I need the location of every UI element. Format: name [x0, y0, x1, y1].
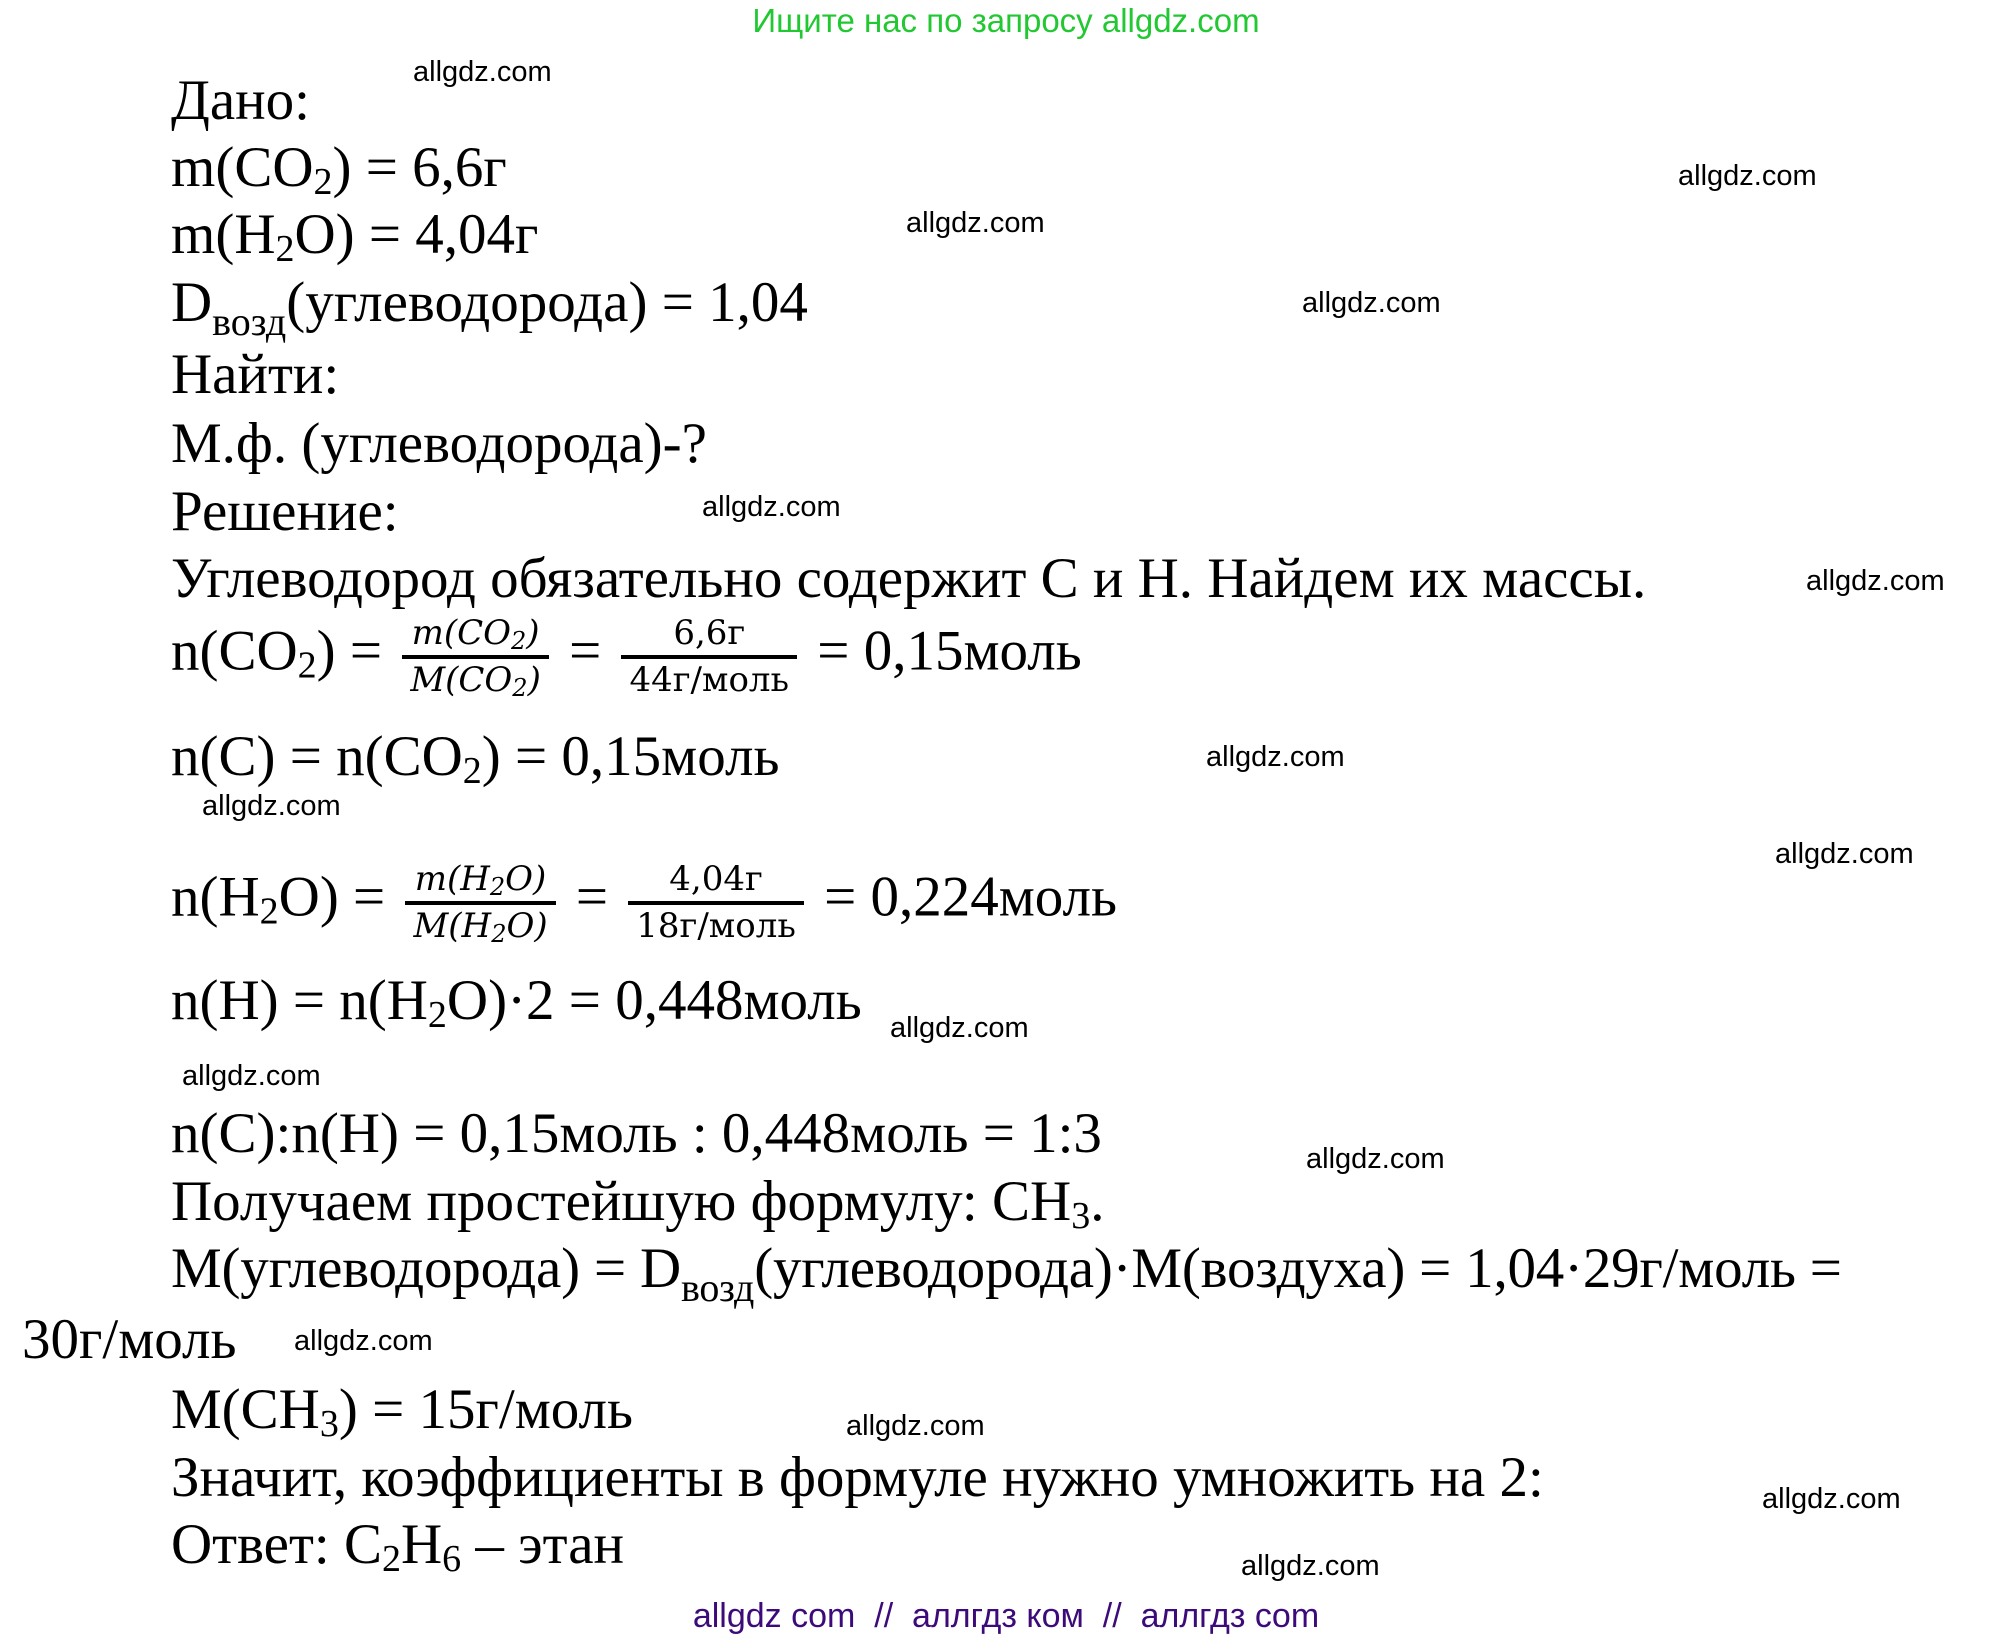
- watermark-text: allgdz.com: [182, 1060, 321, 1092]
- conclusion-text: Значит, коэффициенты в формуле нужно умножить на 2:: [171, 1446, 1544, 1509]
- given-mass-h2o: $m(H_2O) = 4,04г$: [171, 203, 539, 270]
- watermark-text: allgdz.com: [702, 491, 841, 523]
- equation-molar-mass: M(углеводорода) = $D_{возд}(углеводорода)\cdot M(воздуха)$ = 1,04·29г/моль =: [171, 1237, 1842, 1310]
- watermark-text: allgdz.com: [1306, 1143, 1445, 1175]
- footer-watermark: allgdz com // аллгдз ком // аллгдз com: [692, 1597, 1320, 1635]
- given-label: Дано:: [171, 69, 311, 132]
- fraction-values-co2: $\frac{6,6г}{\text{44г/моль}}$: [621, 612, 797, 701]
- given-mass-co2: $m(CO_2) = 6,6г$: [171, 136, 507, 203]
- equation-m-ch3: $M(CH_3)$ = 15г/моль: [171, 1378, 633, 1445]
- watermark-text: allgdz.com: [294, 1325, 433, 1357]
- given-density: $D_{возд}(углеводорода) = 1,04$: [171, 271, 808, 344]
- watermark-text: allgdz.com: [1206, 741, 1345, 773]
- watermark-text: allgdz.com: [1241, 1550, 1380, 1582]
- site-header-banner: Ищите нас по запросу allgdz.com: [752, 2, 1260, 39]
- fraction-mass-over-molar-co2: $\frac{m(CO_2)}{M(CO_2)}$: [402, 612, 549, 701]
- find-label: Найти:: [171, 343, 340, 406]
- watermark-text: allgdz.com: [413, 56, 552, 88]
- watermark-text: allgdz.com: [890, 1012, 1029, 1044]
- simplest-formula: Получаем простейшую формулу: $CH_3$.: [171, 1170, 1105, 1237]
- equation-n-co2: $n(CO_2)$ = $\frac{m(CO_2)}{M(CO_2)}$ = $\frac{6,6г}{\text{44г/моль}}$ = 0,15моль: [171, 613, 1082, 702]
- find-item: М.ф. (углеводорода)-?: [171, 412, 707, 475]
- answer-text: Ответ: $C_2H_6$ – этан: [171, 1513, 625, 1580]
- watermark-text: allgdz.com: [906, 207, 1045, 239]
- solution-label: Решение:: [171, 480, 399, 543]
- equation-n-h2o: $n(H_2O)$ = $\frac{m(H_2O)}{M(H_2O)}$ = $\frac{4,04г}{\text{18г/моль}}$ = 0,224моль: [171, 859, 1117, 948]
- watermark-text: allgdz.com: [1806, 565, 1945, 597]
- fraction-mass-over-molar-h2o: $\frac{m(H_2O)}{M(H_2O)}$: [405, 858, 555, 947]
- equation-ratio: n(C):n(H) = 0,15моль : 0,448моль = 1:3: [171, 1102, 1102, 1165]
- equation-molar-mass-continued: 30г/моль: [22, 1308, 237, 1371]
- watermark-text: allgdz.com: [846, 1410, 985, 1442]
- watermark-text: allgdz.com: [202, 790, 341, 822]
- equation-n-h: $n(H) = n(H_2O)\cdot 2$ = 0,448моль: [171, 969, 862, 1036]
- equation-n-c: $n(C) = n(CO_2)$ = 0,15моль: [171, 725, 780, 792]
- watermark-text: allgdz.com: [1678, 160, 1817, 192]
- solution-intro: Углеводород обязательно содержит C и H. Найдем их массы.: [171, 547, 1647, 610]
- watermark-text: allgdz.com: [1762, 1483, 1901, 1515]
- watermark-text: allgdz.com: [1302, 287, 1441, 319]
- fraction-values-h2o: $\frac{4,04г}{\text{18г/моль}}$: [628, 858, 804, 947]
- watermark-text: allgdz.com: [1775, 838, 1914, 870]
